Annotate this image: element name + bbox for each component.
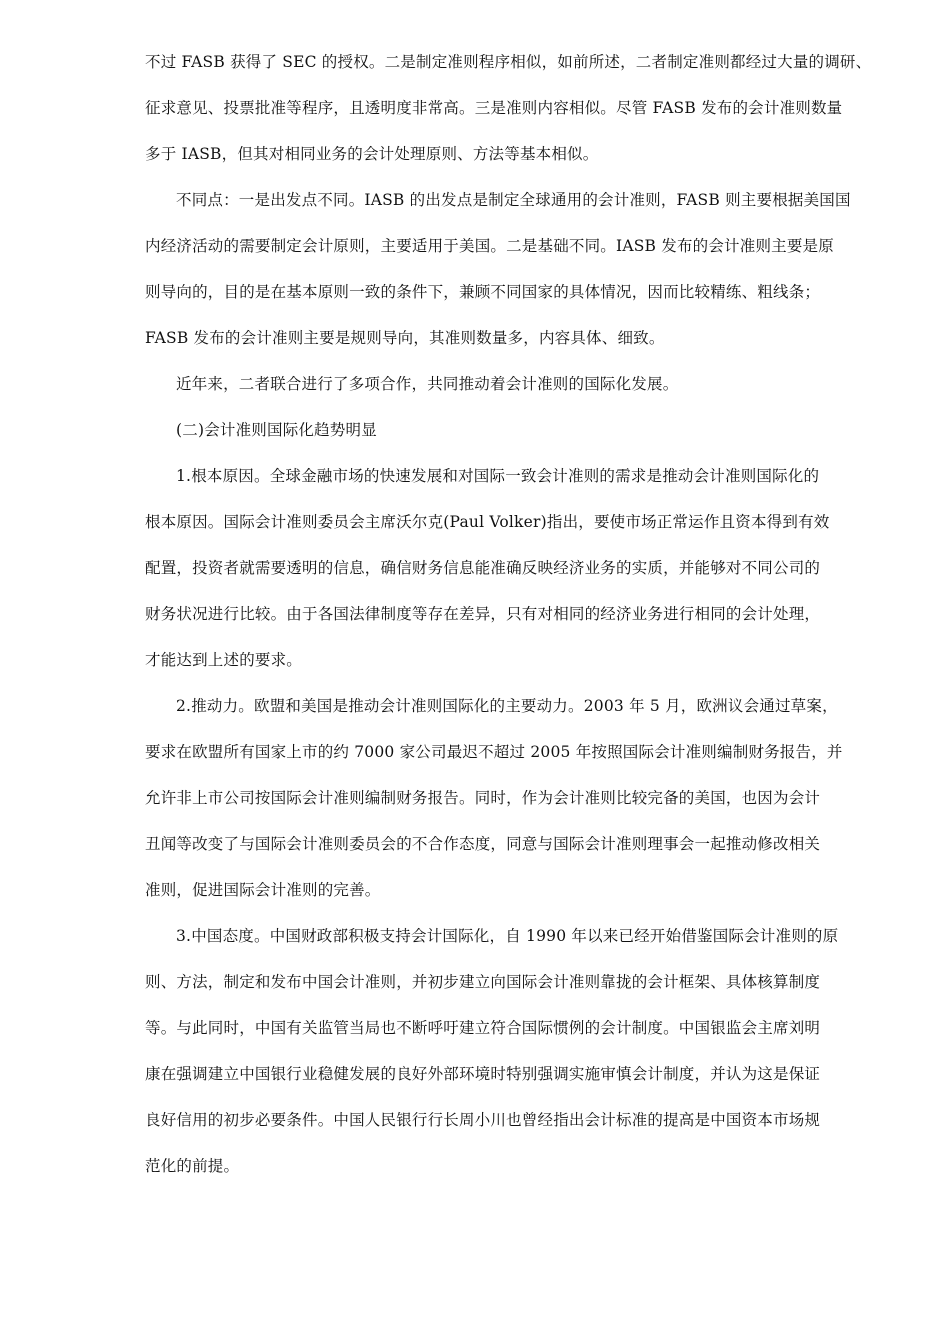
text-line: 良好信用的初步必要条件。中国人民银行行长周小川也曾经指出会计标准的提高是中国资本市场规: [145, 1111, 821, 1129]
text-line: 配置，投资者就需要透明的信息，确信财务信息能准确反映经济业务的实质，并能够对不同公司的: [145, 559, 821, 577]
text-line: 内经济活动的需要制定会计原则，主要适用于美国。二是基础不同。IASB 发布的会计准则主要是原: [145, 237, 834, 255]
text-line: 等。与此同时，中国有关监管当局也不断呼吁建立符合国际惯例的会计制度。中国银监会主席刘明: [145, 1019, 821, 1037]
text-line: 允许非上市公司按国际会计准则编制财务报告。同时，作为会计准则比较完备的美国，也因为会计: [145, 789, 821, 807]
text-line: 则、方法，制定和发布中国会计准则，并初步建立向国际会计准则靠拢的会计框架、具体核算制度: [145, 973, 821, 991]
text-line: 近年来，二者联合进行了多项合作，共同推动着会计准则的国际化发展。: [176, 375, 679, 393]
text-line: 根本原因。国际会计准则委员会主席沃尔克(Paul Volker)指出，要使市场正常运作且资本得到有效: [145, 513, 830, 531]
text-line: FASB 发布的会计准则主要是规则导向，其准则数量多，内容具体、细致。: [145, 329, 665, 347]
text-line: 康在强调建立中国银行业稳健发展的良好外部环境时特别强调实施审慎会计制度，并认为这是保证: [145, 1065, 821, 1083]
text-line: 1.根本原因。全球金融市场的快速发展和对国际一致会计准则的需求是推动会计准则国际化的: [176, 467, 820, 485]
section-heading: (二)会计准则国际化趋势明显: [176, 421, 377, 439]
text-line: 不同点：一是出发点不同。IASB 的出发点是制定全球通用的会计准则，FASB 则主要根据美国国: [176, 191, 851, 209]
text-line: 2.推动力。欧盟和美国是推动会计准则国际化的主要动力。2003 年 5 月，欧洲议会通过草案，: [176, 697, 838, 715]
text-line: 财务状况进行比较。由于各国法律制度等存在差异，只有对相同的经济业务进行相同的会计处理，: [145, 605, 821, 623]
text-line: 要求在欧盟所有国家上市的约 7000 家公司最迟不超过 2005 年按照国际会计准则编制财务报告，并: [145, 743, 843, 761]
text-line: 征求意见、投票批准等程序，且透明度非常高。三是准则内容相似。尽管 FASB 发布的会计准则数量: [145, 99, 843, 117]
text-line: 准则，促进国际会计准则的完善。: [145, 881, 381, 899]
text-line: 3.中国态度。中国财政部积极支持会计国际化，自 1990 年以来已经开始借鉴国际会计准则的原: [176, 927, 839, 945]
text-line: 多于 IASB，但其对相同业务的会计处理原则、方法等基本相似。: [145, 145, 599, 163]
text-line: 才能达到上述的要求。: [145, 651, 303, 669]
text-line: 丑闻等改变了与国际会计准则委员会的不合作态度，同意与国际会计准则理事会一起推动修改相关: [145, 835, 821, 853]
text-line: 范化的前提。: [145, 1157, 240, 1175]
text-line: 则导向的，目的是在基本原则一致的条件下，兼顾不同国家的具体情况，因而比较精练、粗线条；: [145, 283, 821, 301]
text-line: 不过 FASB 获得了 SEC 的授权。二是制定准则程序相似，如前所述，二者制定准则都经过大量的调研、: [145, 53, 872, 71]
